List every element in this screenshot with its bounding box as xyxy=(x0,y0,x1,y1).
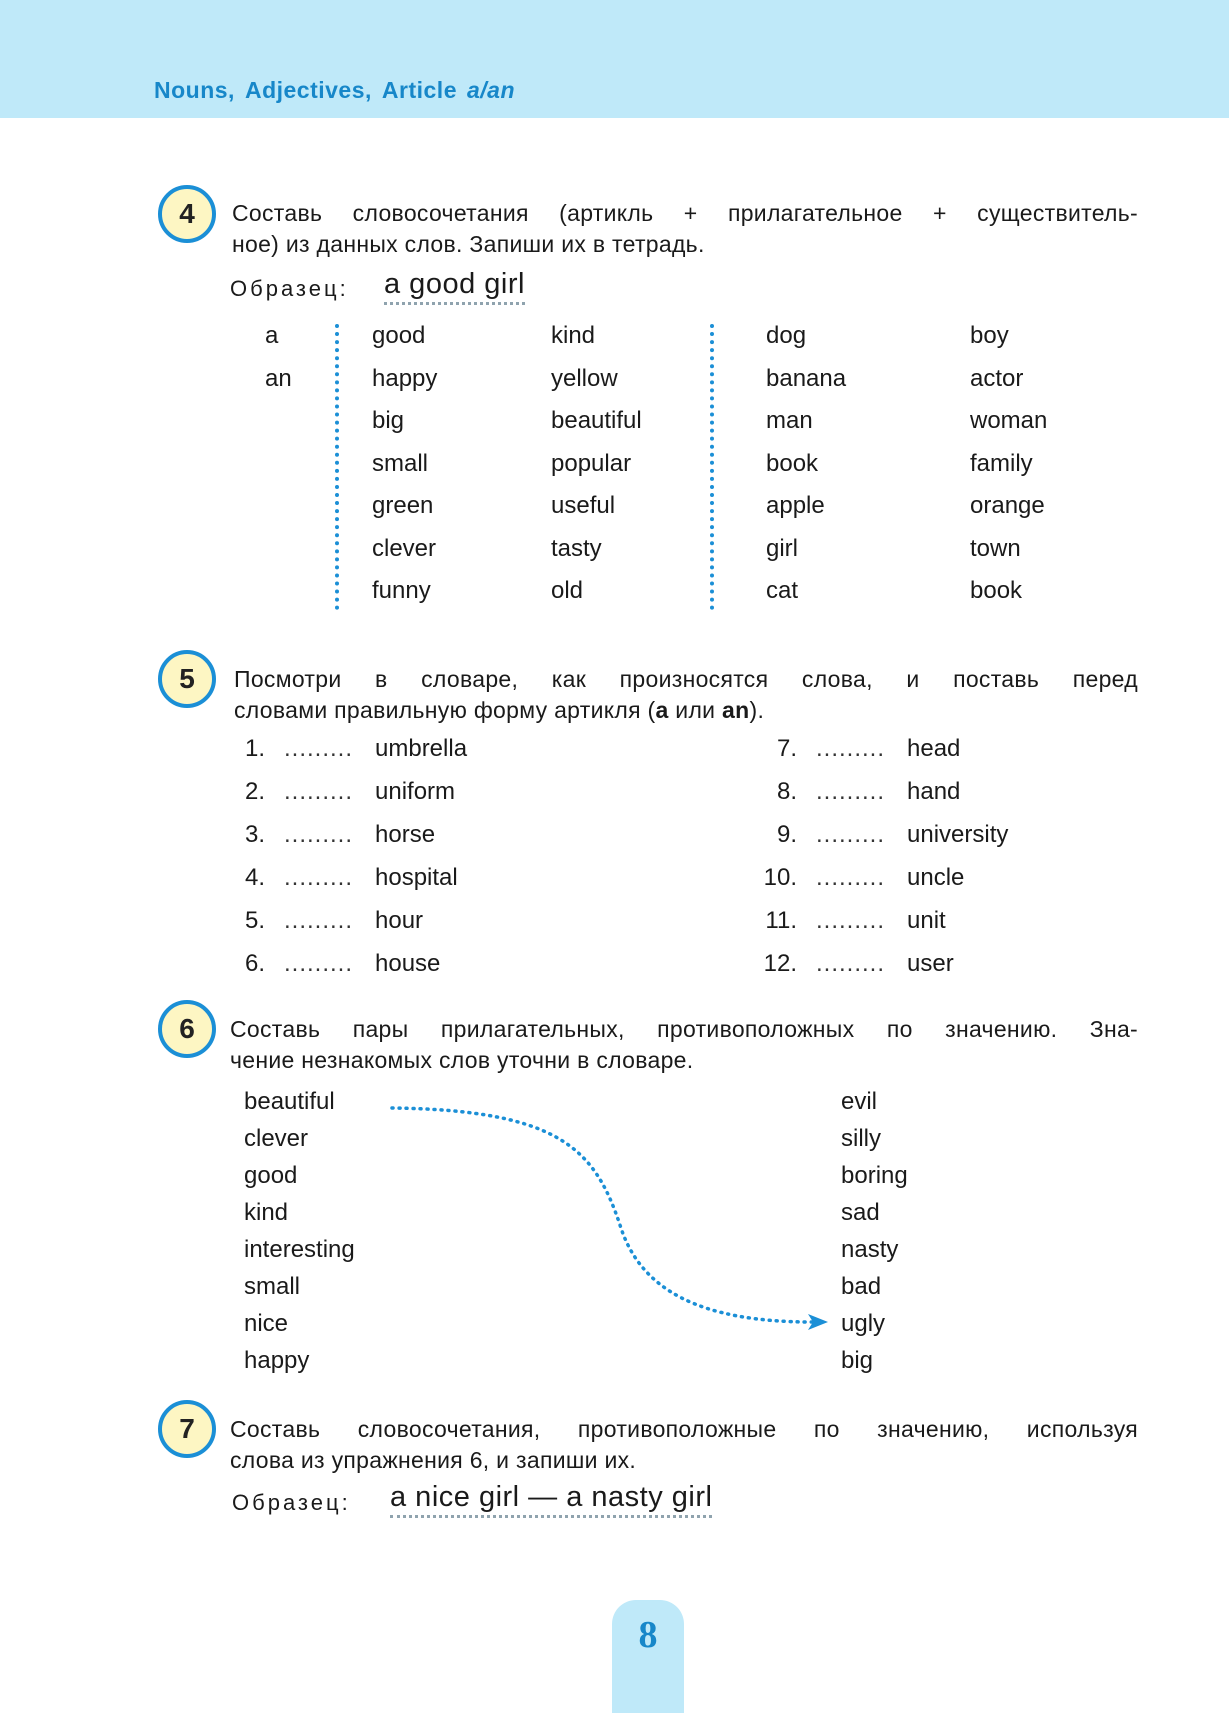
section-title xyxy=(154,77,515,104)
opposite-word: sad xyxy=(841,1199,880,1226)
noun-word: town xyxy=(970,534,1021,562)
noun-word: book xyxy=(766,449,819,477)
item-word: uncle xyxy=(907,864,965,891)
item-word: user xyxy=(907,950,954,977)
answer-blank: ......... xyxy=(284,864,354,891)
adjective-word: good xyxy=(244,1162,298,1189)
exercise-6-instruction xyxy=(230,1014,1138,1076)
answer-blank: ......... xyxy=(816,950,886,977)
exercise-6-number: 6 xyxy=(158,1000,216,1058)
noun-word: book xyxy=(970,577,1023,604)
exercise-7-instruction-line2: слова из упражнения 6, и запиши их. xyxy=(230,1447,637,1473)
answer-blank: ......... xyxy=(816,864,886,891)
adjective-word: green xyxy=(372,492,434,519)
exercise-7-instruction xyxy=(230,1414,1138,1476)
adjective-word: useful xyxy=(551,492,616,519)
adjective-word: small xyxy=(244,1273,301,1300)
adjective-word: tasty xyxy=(551,534,602,562)
noun-word: orange xyxy=(970,492,1045,519)
exercise-5-number: 5 xyxy=(158,650,216,708)
noun-word: apple xyxy=(766,492,825,519)
adjective-word: yellow xyxy=(551,364,618,392)
item-word: hour xyxy=(375,907,424,934)
item-number: 4. xyxy=(244,864,265,891)
adjective-word: old xyxy=(551,577,584,604)
column-separator xyxy=(335,324,339,610)
item-word: uniform xyxy=(375,778,456,805)
page-number: 8 xyxy=(638,1614,658,1656)
adjective-word: popular xyxy=(551,449,632,477)
exercise-5-instruction xyxy=(234,664,1138,726)
noun-word: family xyxy=(970,449,1033,477)
instruction-text: ). xyxy=(749,697,765,723)
exercise-4-instruction-line1: Составь словосочетания (артикль + прилагательное + существитель- xyxy=(232,200,1138,226)
exercise-4-instruction-line2: ное) из данных слов. Запиши их в тетрадь. xyxy=(232,231,705,257)
exercise-7-sample-text: a nice girl — a nasty girl xyxy=(390,1481,712,1518)
title-a-an: a/an xyxy=(467,77,516,103)
item-word: hand xyxy=(907,778,961,805)
matching-arrow-line xyxy=(392,1108,812,1322)
item-number: 3. xyxy=(244,821,265,848)
exercise-4-sample-text: a good girl xyxy=(384,268,525,305)
answer-blank: ......... xyxy=(284,950,354,977)
item-word: house xyxy=(375,950,441,977)
article-a: a xyxy=(655,697,669,723)
exercise-7-sample-label: Образец: xyxy=(232,1490,351,1515)
opposite-word: ugly xyxy=(841,1310,886,1337)
item-number: 10. xyxy=(763,864,797,891)
adjective-word: nice xyxy=(244,1310,289,1337)
article-an: an xyxy=(722,697,750,723)
item-word: head xyxy=(907,735,961,762)
item-number: 2. xyxy=(244,778,265,805)
adjective-word: good xyxy=(372,322,426,349)
title-article: Article xyxy=(381,77,457,103)
adjective-word: small xyxy=(372,449,429,477)
adjective-word: clever xyxy=(372,534,437,562)
answer-blank: ......... xyxy=(816,907,886,934)
item-word: hospital xyxy=(375,864,458,891)
opposite-word: boring xyxy=(841,1162,908,1189)
item-number: 5. xyxy=(244,907,265,934)
adjective-word: clever xyxy=(244,1125,309,1152)
noun-word: actor xyxy=(970,364,1024,392)
adjective-word: big xyxy=(372,407,405,434)
item-word: university xyxy=(907,821,1009,848)
column-separator xyxy=(710,324,714,610)
item-word: umbrella xyxy=(375,735,468,762)
title-nouns: Nouns, xyxy=(154,77,235,103)
instruction-or: или xyxy=(675,697,716,723)
noun-word: cat xyxy=(766,577,799,604)
answer-blank: ......... xyxy=(816,778,886,805)
exercise-7-number: 7 xyxy=(158,1400,216,1458)
adjective-word: interesting xyxy=(244,1236,355,1263)
adjective-word: beautiful xyxy=(244,1088,335,1115)
adjective-word: kind xyxy=(244,1199,289,1226)
opposite-word: bad xyxy=(841,1273,882,1300)
noun-word: boy xyxy=(970,322,1009,349)
noun-word: banana xyxy=(766,364,847,392)
answer-blank: ......... xyxy=(284,735,354,762)
item-word: horse xyxy=(375,821,436,848)
adjective-word: happy xyxy=(372,364,438,392)
item-word: unit xyxy=(907,907,946,934)
adjective-word: beautiful xyxy=(551,407,642,434)
noun-word: girl xyxy=(766,534,799,562)
opposite-word: silly xyxy=(841,1125,881,1152)
item-number: 7. xyxy=(776,735,797,762)
title-adjectives: Adjectives, xyxy=(244,77,372,103)
item-number: 1. xyxy=(244,735,265,762)
arrow-head-icon xyxy=(808,1314,828,1330)
answer-blank: ......... xyxy=(284,907,354,934)
noun-word: dog xyxy=(766,322,807,349)
opposite-word: big xyxy=(841,1347,874,1374)
answer-blank: ......... xyxy=(284,821,354,848)
exercise-6-instruction-line1: Составь пары прилагательных, противоположных по значению. Зна- xyxy=(230,1016,1138,1042)
exercise-4-instruction xyxy=(232,198,1138,260)
item-number: 11. xyxy=(765,907,797,934)
item-number: 12. xyxy=(763,950,797,977)
exercise-6-instruction-line2: чение незнакомых слов уточни в словаре. xyxy=(230,1047,694,1073)
item-number: 6. xyxy=(244,950,265,977)
adjective-word: funny xyxy=(372,577,431,604)
noun-word: man xyxy=(766,407,813,434)
exercise-4-sample-label: Образец: xyxy=(230,276,349,301)
exercise-4-number: 4 xyxy=(158,185,216,243)
noun-word: woman xyxy=(970,407,1048,434)
exercise-5-instruction-line2 xyxy=(234,697,764,723)
adjective-word: happy xyxy=(244,1347,310,1374)
opposite-word: evil xyxy=(841,1088,878,1115)
item-number: 8. xyxy=(776,778,797,805)
item-number: 9. xyxy=(776,821,797,848)
article-word: a xyxy=(265,322,279,349)
exercise-5-instruction-line1: Посмотри в словаре, как произносятся слова, и поставь перед xyxy=(234,666,1138,692)
answer-blank: ......... xyxy=(816,821,886,848)
instruction-text: словами правильную форму артикля ( xyxy=(234,697,656,723)
adjective-word: kind xyxy=(551,322,596,349)
answer-blank: ......... xyxy=(284,778,354,805)
opposite-word: nasty xyxy=(841,1236,899,1263)
answer-blank: ......... xyxy=(816,735,886,762)
article-word: an xyxy=(265,364,292,392)
exercise-7-instruction-line1: Составь словосочетания, противоположные по значению, используя xyxy=(230,1416,1138,1442)
